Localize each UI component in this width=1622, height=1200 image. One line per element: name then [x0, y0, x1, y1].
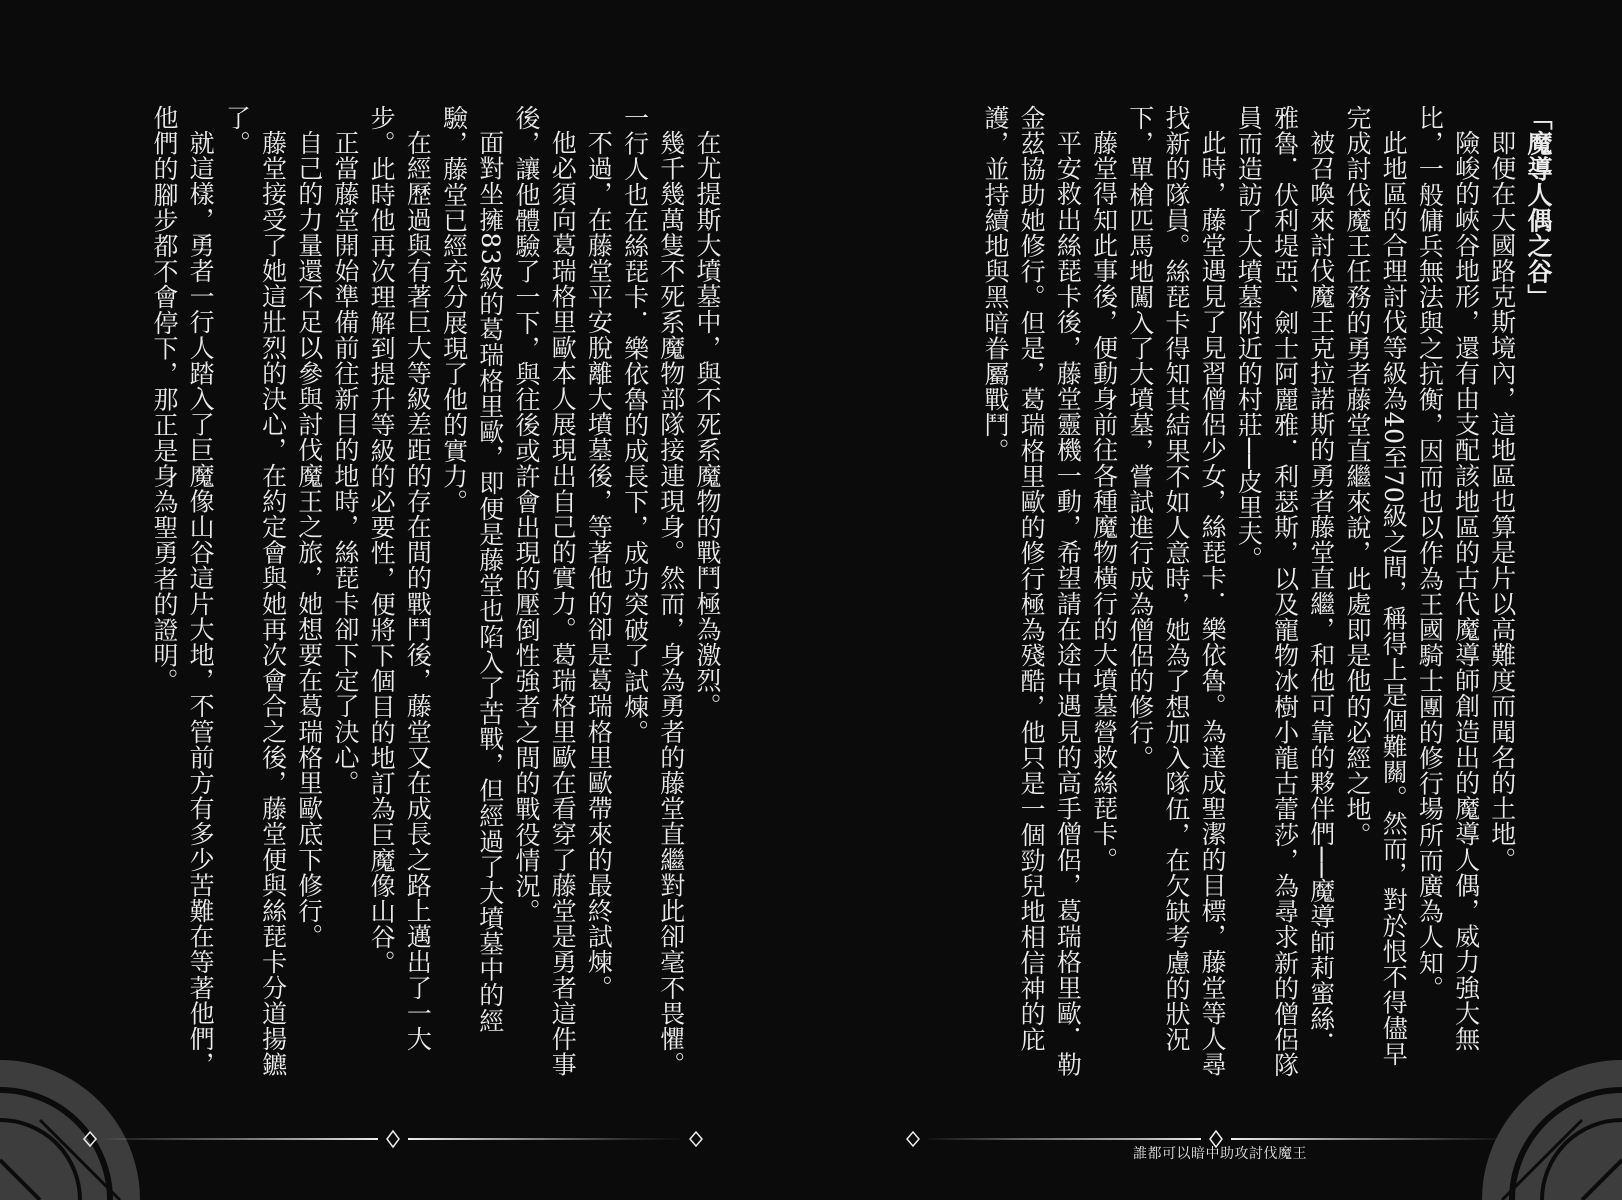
- left-page-body: [150, 105, 725, 1080]
- paragraph: 自己的力量還不足以參與討伐魔王之旅，她想要在葛瑞格里歐底下修行。: [294, 130, 324, 950]
- paragraph: 險峻的峽谷地形，還有由支配該地區的古代魔導師創造出的魔導人偶，威力強大無比，一般傭兵無法與之抗衡，因而也以作為王國騎士團的修行場所而廣為人知。: [1415, 105, 1481, 1052]
- paragraph: 藤堂接受了她這壯烈的決心，在約定會與她再次會合之後，藤堂便與絲琵卡分道揚鑣了。: [222, 105, 288, 1078]
- right-page: [811, 0, 1622, 1200]
- chapter-heading: 「魔導人偶之谷」: [1524, 105, 1553, 310]
- paragraph: 面對坐擁83級的葛瑞格里歐，即便是藤堂也陷入了苦戰，但經過了大墳墓中的經驗，藤堂已經充分展現了他的實力。: [439, 105, 505, 1034]
- paragraph: 正當藤堂開始準備前往新目的地時，絲琵卡卻下定了決心。: [330, 130, 360, 796]
- paragraph: 即便在大國路克斯境內，這地區也算是片以高難度而聞名的土地。: [1487, 130, 1517, 873]
- paragraph: 就這樣，勇者一行人踏入了巨魔像山谷這片大地，不管前方有多少苦難在等著他們，他們的腳步都不會停下，那正是身為聖勇者的證明。: [150, 105, 216, 1078]
- corner-ornament-icon: [1482, 1060, 1622, 1200]
- paragraph: 藤堂得知此事後，便動身前往各種魔物橫行的大墳墓營救絲琵卡。: [1089, 130, 1119, 873]
- paragraph: 在尤提斯大墳墓中，與不死系魔物的戰鬥極為激烈。: [693, 130, 722, 719]
- running-title: 誰都可以暗中助攻討伐魔王: [1133, 1146, 1307, 1162]
- paragraph: 幾千幾萬隻不死系魔物部隊接連現身。然而，身為勇者的藤堂直繼對此卻毫不畏懼。一行人也在絲琵卡．樂依魯的成長下，成功突破了試煉。: [620, 105, 686, 1078]
- paragraph: 不過，在藤堂平安脫離大墳墓後，等著他的卻是葛瑞格里歐帶來的最終試煉。: [584, 130, 614, 1001]
- paragraph: 平安救出絲琵卡後，藤堂靈機一動，希望請在途中遇見的高手僧侶，葛瑞格里歐．勒金茲協助她修行。但是，葛瑞格里歐的修行極為殘酷，他只是一個勁兒地相信神的庇護，並持續地與黑暗眷屬戰鬥。: [980, 105, 1083, 1078]
- paragraph: 他必須向葛瑞格里歐本人展現出自己的實力。葛瑞格里歐在看穿了藤堂是勇者這件事後，讓他體驗了一下，與往後或許會出現的壓倒性強者之間的戰役情況。: [511, 105, 578, 1078]
- paragraph: 此時，藤堂遇見了見習僧侶少女，絲琵卡．樂依魯。為達成聖潔的目標，藤堂等人尋找新的隊員。絲琵卡得知其結果不如人意時，她為了想加入隊伍，在欠缺考慮的狀況下，單槍匹馬地闖入了大墳墓，嘗試進行成為僧侶的修行。: [1125, 105, 1228, 1078]
- paragraph: 此地區的合理討伐等級為40至70級之間，稱得上是個難關。然而，對於恨不得儘早完成討伐魔王任務的勇者藤堂直繼來說，此處即是他的必經之地。: [1342, 105, 1409, 1067]
- paragraph: 被召喚來討伐魔王克拉諾斯的勇者藤堂直繼，和他可靠的夥伴們──魔導師莉蜜絲．雅魯．伏利堤亞、劍士阿麗雅．利瑟斯，以及寵物冰樹小龍古蕾莎，為尋求新的僧侶隊員而造訪了大墳墓附近的村莊──皮里夫。: [1234, 105, 1336, 1078]
- footer-rule-ornament: [78, 1128, 708, 1150]
- right-page-body: [881, 105, 1556, 1080]
- paragraph: 在經歷過與有著巨大等級差距的存在間的戰鬥後，藤堂又在成長之路上邁出了一大步。此時他再次理解到提升等級的必要性，便將下個目的地訂為巨魔像山谷。: [367, 105, 433, 1052]
